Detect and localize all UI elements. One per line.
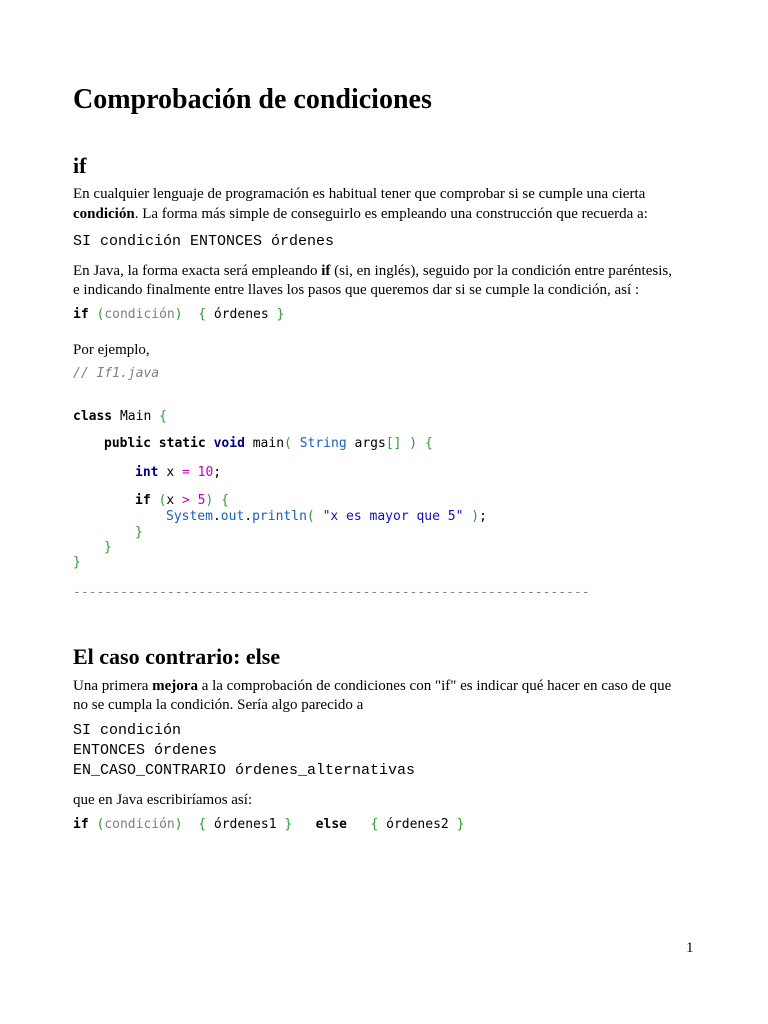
else-kw-if: if	[73, 817, 89, 832]
kw-void: void	[213, 436, 245, 451]
if-syntax-line	[73, 307, 284, 322]
section-separator: ------------------------------------------------------------------	[73, 585, 590, 600]
section-heading-else: El caso contrario: else	[73, 644, 281, 669]
else-paragraph-1-line-1	[73, 677, 671, 696]
class-system: System	[166, 509, 213, 524]
else-paragraph-1-text-b: a la comprobación de condiciones con "if" es indicar qué hacer en caso de que	[197, 678, 672, 694]
type-string: String	[299, 436, 347, 451]
if-brace-open: {	[221, 493, 229, 508]
else-syntax-condition: condición	[104, 817, 175, 832]
page-number: 1	[686, 940, 694, 956]
field-out: out	[220, 509, 245, 524]
syntax-body1: órdenes1	[213, 817, 277, 832]
main-paren-open: (	[284, 436, 292, 451]
if-paragraph-2-text-b: (si, en inglés), seguido por la condición entre paréntesis,	[330, 263, 672, 279]
kw-static: static	[158, 436, 206, 451]
else-paren-open: (	[96, 817, 105, 832]
kw-if: if	[73, 307, 89, 322]
if-paragraph-1-line-1: En cualquier lenguaje de programación es habitual tener que comprobar si se cumple una cierta	[73, 186, 646, 202]
op-gt: >	[181, 493, 190, 508]
semicolon: ;	[213, 465, 222, 480]
var-x: x	[166, 465, 175, 480]
body1-brace-open: {	[198, 817, 207, 832]
bold-mejora: mejora	[152, 678, 198, 694]
main-brace-close: }	[104, 540, 112, 555]
syntax-body2: órdenes2	[386, 817, 449, 832]
dot-2: .	[244, 509, 253, 524]
if-paragraph-2-line-1	[73, 262, 672, 281]
else-pseudocode-2: ENTONCES órdenes	[73, 742, 218, 759]
class-brace-open: {	[159, 409, 167, 424]
method-main: main	[252, 436, 285, 451]
op-eq: =	[181, 465, 190, 480]
println-string: "x es mayor que 5"	[322, 509, 464, 524]
num-10: 10	[197, 465, 214, 480]
else-paragraph-1-line-2: no se cumpla la condición. Sería algo parecido a	[73, 697, 364, 713]
array-brackets: []	[385, 436, 402, 451]
println-paren-close: )	[471, 509, 480, 524]
kw-else: else	[315, 817, 347, 832]
if-pseudocode: SI condición ENTONCES órdenes	[73, 233, 335, 250]
if-paren-close: )	[205, 493, 214, 508]
brace-open: {	[198, 307, 207, 322]
body1-brace-close: }	[284, 817, 293, 832]
class-brace-close: }	[73, 555, 81, 570]
main-paren-close: )	[409, 436, 418, 451]
else-paragraph-1-text-a: Una primera	[73, 678, 153, 694]
kw-if-code: if	[135, 493, 151, 508]
code-line-main	[104, 436, 433, 451]
example-intro: Por ejemplo,	[73, 342, 150, 358]
if-brace-close: }	[135, 525, 143, 540]
bold-condicion: condición	[73, 206, 135, 222]
section-heading-if: if	[73, 153, 87, 178]
class-name: Main	[119, 409, 152, 424]
code-line-if	[135, 493, 229, 508]
main-brace-open: {	[424, 436, 433, 451]
if-var-x: x	[166, 493, 175, 508]
kw-public: public	[104, 436, 151, 451]
code-comment: // If1.java	[73, 366, 160, 381]
paren-open: (	[96, 307, 105, 322]
if-paragraph-2-line-2: e indicando finalmente entre llaves los pasos que queremos dar si se cumple la condición, así :	[73, 282, 640, 298]
kw-int: int	[135, 465, 159, 480]
code-line-println	[166, 509, 487, 524]
bold-if: if	[321, 263, 331, 279]
println-paren-open: (	[306, 509, 315, 524]
syntax-condition: condición	[104, 307, 175, 322]
dot-1: .	[212, 509, 221, 524]
if-paren-open: (	[158, 493, 167, 508]
else-pseudocode-3: EN_CASO_CONTRARIO órdenes_alternativas	[73, 762, 416, 779]
param-args: args	[354, 436, 386, 451]
syntax-body: órdenes	[213, 307, 269, 322]
body2-brace-close: }	[456, 817, 465, 832]
brace-close: }	[276, 307, 285, 322]
kw-class: class	[73, 409, 113, 424]
if-paragraph-1-line-2-rest: . La forma más simple de conseguirlo es empleando una construcción que recuerda a:	[134, 206, 648, 222]
code-line-int	[135, 465, 221, 480]
else-paragraph-2: que en Java escribiríamos así:	[73, 792, 253, 808]
println-semicolon: ;	[479, 509, 487, 524]
num-5: 5	[197, 493, 206, 508]
page-title: Comprobación de condiciones	[73, 84, 432, 115]
if-paragraph-1-line-2	[73, 205, 648, 224]
else-syntax-line	[73, 817, 464, 832]
method-println: println	[252, 509, 307, 524]
code-line-class	[73, 409, 167, 424]
if-paragraph-2-text-a: En Java, la forma exacta será empleando	[73, 263, 322, 279]
else-pseudocode-1: SI condición	[73, 722, 182, 739]
else-paren-close: )	[174, 817, 183, 832]
paren-close: )	[174, 307, 183, 322]
body2-brace-open: {	[370, 817, 379, 832]
